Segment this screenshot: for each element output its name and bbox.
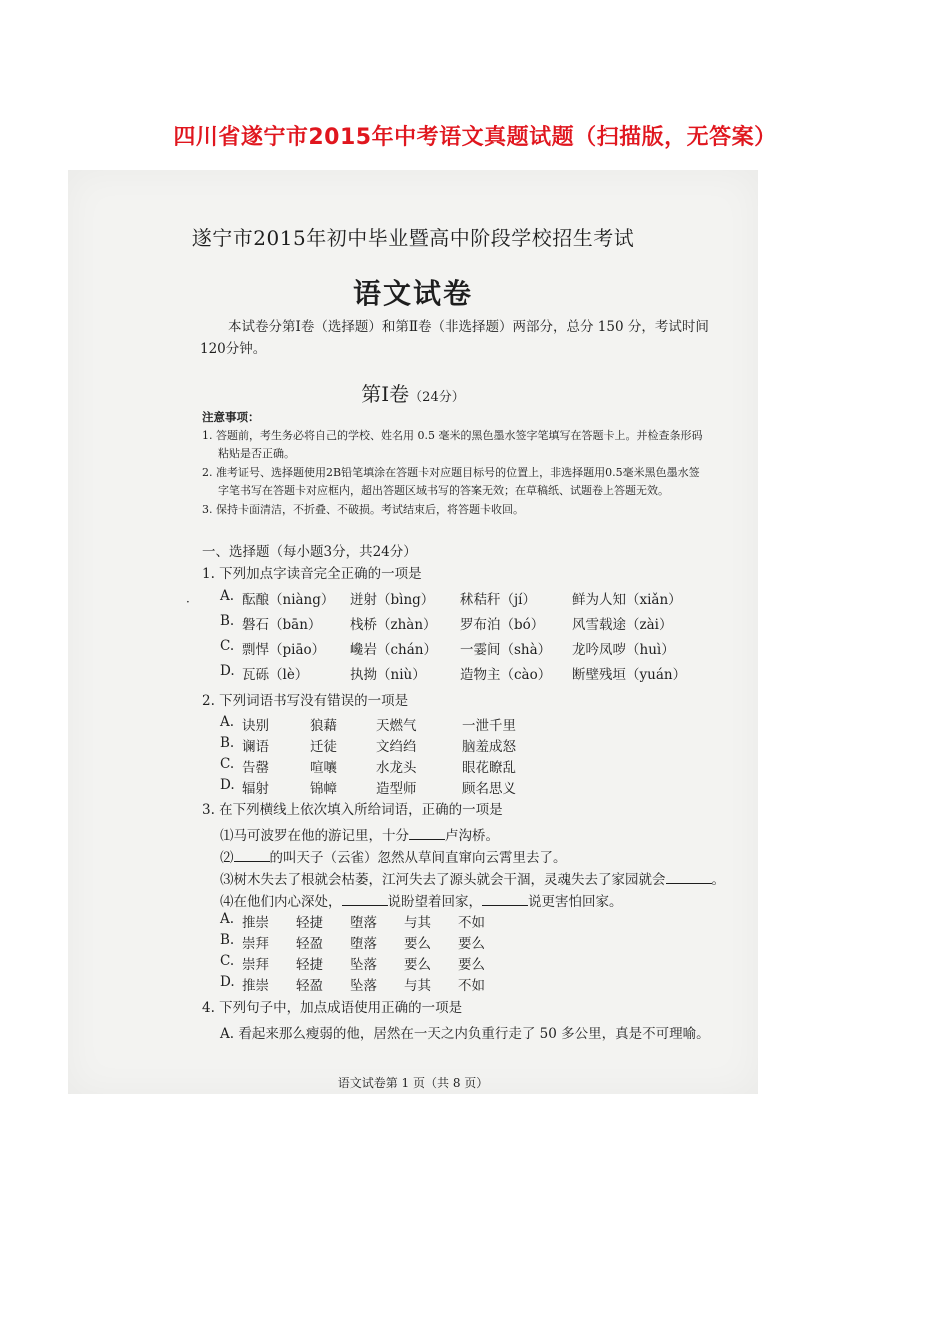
option-letter: A. <box>220 911 235 927</box>
option-item: 轻盈 <box>296 978 323 994</box>
sentence-text: ⑶树木失去了根就会枯萎，江河失去了源头就会干涸，灵魂失去了家园就会 <box>220 872 666 888</box>
sentence-text: ⑵ <box>220 850 234 866</box>
section-heading: 一、选择题（每小题3分，共24分） <box>202 544 417 560</box>
note-line: 字笔书写在答题卡对应框内，超出答题区域书写的答案无效；在草稿纸、试题卷上答题无效。 <box>218 484 669 497</box>
option-item: 一霎间（shà） <box>460 642 552 658</box>
q2-option-a <box>220 714 516 734</box>
option-item: 天燃气 <box>376 718 417 734</box>
option-item: 剽悍（piāo） <box>242 642 326 658</box>
option-letter: A. <box>220 714 235 730</box>
sentence-text: ⑷在他们内心深处， <box>220 894 342 910</box>
document-title: 四川省遂宁市2015年中考语文真题试题（扫描版，无答案） <box>173 125 777 150</box>
option-item: 崇拜 <box>242 957 269 973</box>
option-item: 断壁残垣（yuán） <box>572 667 687 683</box>
note-line: 2. 准考证号、选择题使用2B铅笔填涂在答题卡对应题目标号的位置上，非选择题用0.5毫米黑色墨水签 <box>202 465 700 479</box>
option-item: 要么 <box>404 936 431 952</box>
q3-option-b <box>220 932 485 952</box>
option-item: 罗布泊（bó） <box>460 617 545 633</box>
intro-line: 120分钟。 <box>200 341 267 357</box>
q1-option-b <box>220 613 673 633</box>
option-item: 不如 <box>458 915 485 931</box>
option-item: 磐石（bān） <box>242 617 322 633</box>
option-item: 推崇 <box>242 978 269 994</box>
sentence-text: 。 <box>711 872 725 888</box>
sentence-text: 的叫天子（云雀）忽然从草间直窜向云霄里去了。 <box>269 850 567 866</box>
answer-blank <box>409 827 445 840</box>
note-line: 粘贴是否正确。 <box>218 447 295 460</box>
question-4-stem: 4. 下列句子中，加点成语使用正确的一项是 <box>202 1000 463 1016</box>
option-item: 巉岩（chán） <box>350 642 437 658</box>
option-item: 风雪载途（zài） <box>572 617 673 633</box>
q1-option-d <box>220 663 687 683</box>
option-letter: C. <box>220 953 235 969</box>
option-item: 要么 <box>458 957 485 973</box>
option-letter: B. <box>220 932 235 948</box>
option-item: 秫秸秆（jí） <box>460 592 537 608</box>
sentence-text: 说更害怕回家。 <box>528 894 623 910</box>
notes-block <box>202 408 722 519</box>
q3-option-a <box>220 911 485 931</box>
option-item: 迸射（bìng） <box>350 592 435 608</box>
option-letter: C. <box>220 756 235 772</box>
option-item: 轻捷 <box>296 915 323 931</box>
q2-option-b <box>220 735 516 755</box>
option-item: 酝酿（niàng） <box>242 592 335 608</box>
option-item: 一泄千里 <box>462 718 516 734</box>
option-item: 造物主（cào） <box>460 667 552 683</box>
volume-name: 第Ⅰ卷 <box>361 382 410 406</box>
q2-option-d <box>220 777 516 797</box>
option-item: 轻盈 <box>296 936 323 952</box>
q3-option-c <box>220 953 485 973</box>
q3-sentence-4 <box>220 890 623 910</box>
option-letter: C. <box>220 638 235 654</box>
page-footer: 语文试卷第 1 页（共 8 页） <box>337 1076 489 1090</box>
exam-name: 遂宁市2015年初中毕业暨高中阶段学校招生考试 <box>191 226 635 250</box>
option-item: 眼花瞭乱 <box>462 760 516 776</box>
option-item: 文绉绉 <box>376 739 417 755</box>
answer-blank <box>482 893 528 906</box>
volume-title <box>68 378 758 407</box>
q3-sentence-3 <box>220 868 725 888</box>
volume-score: （24分） <box>409 390 465 405</box>
question-3-stem: 3. 在下列横线上依次填入所给词语，正确的一项是 <box>202 802 503 818</box>
option-item: 不如 <box>458 978 485 994</box>
option-item: 脑羞成怒 <box>462 739 516 755</box>
answer-blank <box>342 893 388 906</box>
scanned-exam-page <box>68 170 758 1094</box>
option-item: 狼藉 <box>310 718 337 734</box>
option-item: 要么 <box>458 936 485 952</box>
answer-blank <box>234 849 270 862</box>
q1-option-a <box>220 588 682 608</box>
q3-option-d <box>220 974 485 994</box>
option-item: 崇拜 <box>242 936 269 952</box>
option-item: 鲜为人知（xiǎn） <box>572 592 682 608</box>
sentence-text: 卢沟桥。 <box>445 828 499 844</box>
option-item: 坠落 <box>350 978 377 994</box>
answer-blank <box>666 871 712 884</box>
option-item: 与其 <box>404 978 431 994</box>
sentence-text: ⑴马可波罗在他的游记里，十分 <box>220 828 409 844</box>
q3-sentence-2 <box>220 846 567 866</box>
option-item: 堕落 <box>350 915 377 931</box>
option-item: 推崇 <box>242 915 269 931</box>
intro-text <box>200 316 730 360</box>
question-2-stem: 2. 下列词语书写没有错误的一项是 <box>202 693 409 709</box>
option-letter: B. <box>220 735 235 751</box>
option-letter: D. <box>220 777 235 793</box>
option-item: 告罄 <box>242 760 269 776</box>
note-line: 3. 保持卡面清洁，不折叠、不破损。考试结束后，将答题卡收回。 <box>202 502 524 516</box>
question-1-stem: 1. 下列加点字读音完全正确的一项是 <box>202 566 422 582</box>
notes-heading: 注意事项： <box>202 410 260 424</box>
option-item: 顾名思义 <box>462 781 516 797</box>
option-letter: D. <box>220 974 235 990</box>
option-item: 轻捷 <box>296 957 323 973</box>
option-item: 堕落 <box>350 936 377 952</box>
note-line: 1. 答题前，考生务必将自己的学校、姓名用 0.5 毫米的黑色墨水签字笔填写在答题卡上。并检查条形码 <box>202 428 703 442</box>
option-item: 谰语 <box>242 739 269 755</box>
option-item: 龙吟凤哕（huì） <box>572 642 675 658</box>
paper-name: 语文试卷 <box>352 277 473 310</box>
q1-option-c <box>220 638 675 658</box>
option-item: 水龙头 <box>376 760 417 776</box>
option-letter: A. <box>220 588 235 604</box>
q2-option-c <box>220 756 516 776</box>
option-item: 造型师 <box>376 781 417 797</box>
option-letter: D. <box>220 663 235 679</box>
option-item: 瓦砾（lè） <box>242 667 309 683</box>
option-item: 与其 <box>404 915 431 931</box>
option-item: 迁徒 <box>310 739 337 755</box>
option-item: 锦幛 <box>310 781 337 797</box>
option-letter: B. <box>220 613 235 629</box>
option-item: 喧嚷 <box>310 760 337 776</box>
option-item: 执拗（niù） <box>350 667 426 683</box>
sentence-text: 说盼望着回家， <box>387 894 482 910</box>
scan-mark: · <box>186 595 190 609</box>
option-item: 辐射 <box>242 781 269 797</box>
intro-line: 本试卷分第Ⅰ卷（选择题）和第Ⅱ卷（非选择题）两部分，总分 150 分，考试时间 <box>228 319 709 335</box>
option-item: 诀别 <box>242 718 269 734</box>
option-item: 栈桥（zhàn） <box>350 617 437 633</box>
q3-sentence-1 <box>220 824 499 844</box>
option-item: 要么 <box>404 957 431 973</box>
option-item: 坠落 <box>350 957 377 973</box>
q4-option-a: A. 看起来那么瘦弱的他，居然在一天之内负重行走了 50 多公里，真是不可理喻。 <box>220 1026 710 1042</box>
